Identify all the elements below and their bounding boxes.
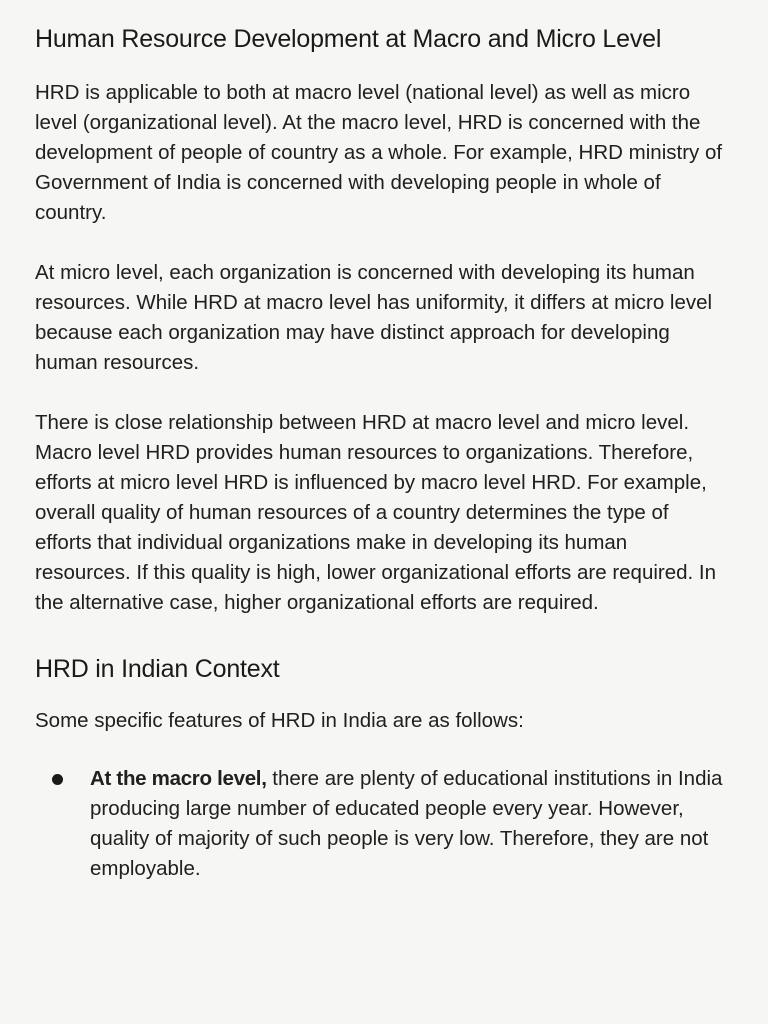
feature-text: there are plenty of educational institutions in India producing large number of educated people every year. However, quality of majority of such people is very low. Therefore, they are not employable.: [90, 767, 723, 880]
paragraph-features-intro: Some specific features of HRD in India are as follows:: [35, 709, 524, 732]
feature-list: [35, 764, 728, 884]
list-item: [35, 764, 728, 884]
feature-lead: At the macro level,: [90, 767, 267, 790]
section-heading-indian-context: HRD in Indian Context: [35, 655, 280, 683]
bullet-icon: [52, 774, 63, 785]
paragraph-hrd-levels: HRD is applicable to both at macro level (national level) as well as micro level (organizational level). At the macro level, HRD is concerned with the development of people of country as a whole. For example, HRD ministry of Government of India is concerned with developing people in whole of country.: [35, 81, 723, 224]
paragraph-micro-level: At micro level, each organization is concerned with developing its human resources. While HRD at macro level has uniformity, it differs at micro level because each organization may have distinct approach for developing human resources.: [35, 261, 713, 374]
section-heading-macro-micro: Human Resource Development at Macro and Micro Level: [35, 25, 662, 53]
paragraph-relationship: There is close relationship between HRD at macro level and micro level. Macro level HRD provides human resources to organizations. Therefore, efforts at micro level HRD is influenced by macro level HRD. For example, overall quality of human resources of a country determines the type of efforts that individual organizations make in developing its human resources. If this quality is high, lower organizational efforts are required. In the alternative case, higher organizational efforts are required.: [35, 411, 717, 614]
